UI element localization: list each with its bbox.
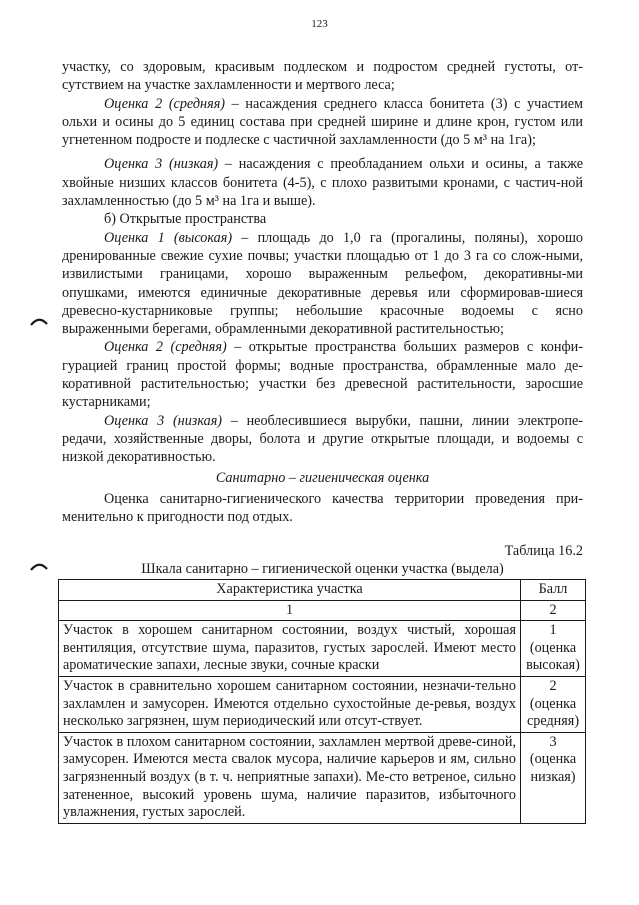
paragraph-rating-3-open (62, 412, 583, 467)
row-description: Участок в хорошем санитарном состоянии, воздух чистый, хорошая вентиляция, отсутствие шума, паразитов, густых зарослей. Имеют место ароматические запахи, лесные звуки, сочные краски (59, 621, 521, 677)
score-label: (оценка низкая) (529, 751, 577, 785)
table-header-row (59, 580, 586, 601)
column-number: 2 (521, 600, 586, 621)
rating-text: – площадь до 1,0 га (прогалины, поляны), хорошо дренированные свежие сухие почвы; участки площадью от 1 до 3 га со слож-ными, извилистыми границами, хорошо выраженным рельефом, декоративны-ми опушками, имеются единичные декоративные деревья или сформировав-шиеся древесно-кустарниковые группы; небольшие красочные водоемы с ясно выраженными берегами, обрамленными декоративной растительностью; (62, 229, 583, 338)
paragraph-rating-1-open (62, 229, 583, 339)
rating-text: – насаждения с преобладанием ольхи и осины, а также хвойные низших классов бонитета (4-5), с плохо развитыми кронами, с частич-ной захламленностью (до 5 м³ на 1га и выше). (62, 156, 583, 210)
section-text (62, 490, 583, 527)
section-paragraph: Оценка санитарно-гигиенического качества территории проведения при-менительно к пригодности под отдых. (62, 491, 583, 526)
paragraph-rating-2-forest (62, 95, 583, 150)
paragraph-rating-2-open (62, 338, 583, 411)
rating-term: Оценка 3 (низкая) (104, 412, 223, 429)
table-number-row (59, 600, 586, 621)
row-description: Участок в плохом санитарном состоянии, захламлен мертвой древе-синой, замусорен. Имеются места свалок мусора, наличие карьеров и ям, сильно загрязненный воздух (в т. ч. неприятные запахи). Ме-сто ветреное, сильно затененное, высокий уровень шума, наличие паразитов, избыточного увлажнения, густых зарослей. (59, 732, 521, 823)
rating-term: Оценка 2 (средняя) (104, 339, 227, 356)
paragraph-open-spaces-heading: б) Открытые пространства (104, 211, 267, 228)
header-score: Балл (521, 580, 586, 601)
row-score (521, 676, 586, 732)
header-characteristic: Характеристика участка (59, 580, 521, 601)
rating-term: Оценка 1 (высокая) (104, 229, 233, 246)
rating-term: Оценка 2 (средняя) (104, 95, 226, 112)
table-row (59, 621, 586, 677)
body-text (62, 58, 583, 467)
score-value: 2 (549, 677, 557, 694)
score-value: 3 (549, 733, 557, 750)
score-value: 1 (549, 622, 557, 639)
table-label: Таблица 16.2 (504, 543, 583, 559)
rating-term: Оценка 3 (низкая) (104, 156, 219, 173)
table-title: Шкала санитарно – гигиенической оценки участка (выдела) (141, 561, 504, 577)
paragraph-continuation: участку, со здоровым, красивым подлеском и подростом средней густоты, от-сутствием на участке захламленности и мертвого леса; (62, 59, 583, 94)
rating-text: – открытые пространства больших размеров с конфи-гурацией границ простой формы; водные пространства, обрамленные мало де-коративной растительностью; участки без древесной растительности, заросшие кустарниками; (62, 339, 583, 411)
row-score (521, 621, 586, 677)
scan-arc-mark (30, 316, 48, 326)
table-row (59, 676, 586, 732)
score-label: (оценка высокая) (526, 639, 580, 674)
section-title: Санитарно – гигиеническая оценка (215, 470, 430, 486)
table-row (59, 732, 586, 823)
rating-text: – насаждения среднего класса бонитета (3) с участием ольхи и осины до 5 единиц состава при средней ширине и длине крон, густом или угнетенном подросте и подлеске с частичной захламленности (до 5 м³ на 1га); (62, 95, 583, 149)
rating-text: – необлесившиеся вырубки, пашни, линии электропе-редачи, хозяйственные дворы, болота и другие открытые площади, и водоемы с низкой декоративностью. (62, 412, 583, 466)
row-description: Участок в сравнительно хорошем санитарном состоянии, незначи-тельно захламлен и замусорен. Имеются отдельно сухостойные де-ревья, воздух несколько загрязнен, шум периодический или отсут-ствует. (59, 676, 521, 732)
score-label: (оценка средняя) (526, 695, 580, 730)
page-number: 123 (311, 18, 328, 30)
sanitary-scale-table (58, 579, 586, 824)
paragraph-rating-3-forest (62, 155, 583, 210)
column-number: 1 (59, 600, 521, 621)
scan-arc-mark (30, 561, 48, 571)
row-score (521, 732, 586, 823)
